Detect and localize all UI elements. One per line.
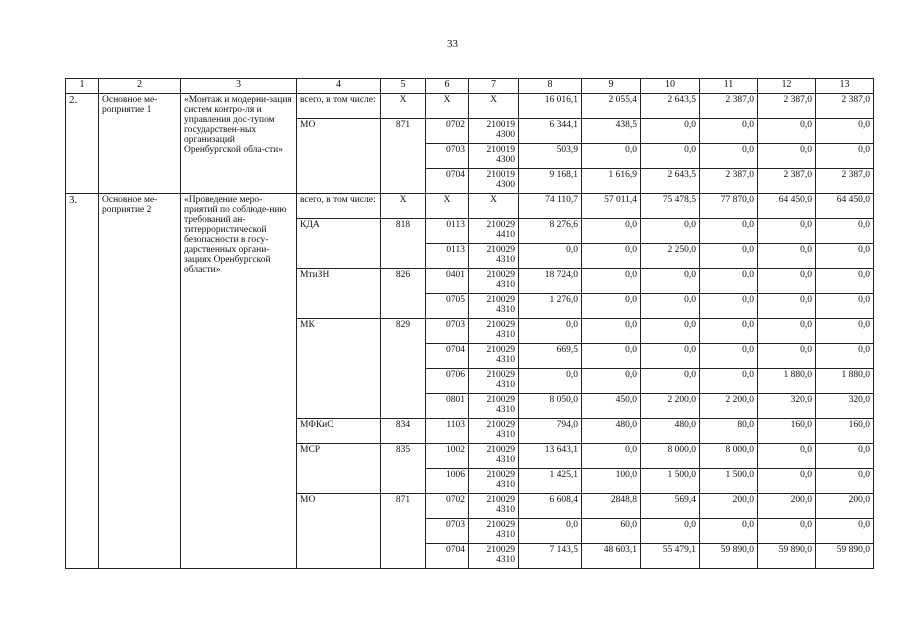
amount-cell: 0,0 [700,244,758,269]
amount-cell: 59 890,0 [758,544,816,569]
amount-cell: 2 387,0 [758,169,816,194]
amount-cell: 0,0 [641,369,700,394]
organization-name: МСР [297,444,381,494]
amount-cell: 2 200,0 [641,394,700,419]
amount-cell: 2 387,0 [700,169,758,194]
amount-cell: 80,0 [700,419,758,444]
amount-cell: 13 643,1 [519,444,582,469]
amount-cell: 0,0 [758,469,816,494]
amount-cell: 2848,8 [582,494,641,519]
section-code: 0703 [426,519,469,544]
amount-cell: 1 500,0 [641,469,700,494]
col-header: 12 [758,79,816,94]
target-article-code: 210029 4310 [469,519,519,544]
amount-cell: 0,0 [641,269,700,294]
amount-cell: 0,0 [816,519,874,544]
col-header: 10 [641,79,700,94]
row-index: 3. [66,194,99,569]
amount-cell: 569,4 [641,494,700,519]
amount-cell: 0,0 [519,319,582,344]
section-code: 1103 [426,419,469,444]
amount-cell: 100,0 [582,469,641,494]
amount-cell: 0,0 [816,444,874,469]
table-row [66,194,874,219]
section-code: 0702 [426,119,469,144]
amount-cell: 480,0 [641,419,700,444]
organization-name: МтиЗН [297,269,381,319]
amount-cell: 0,0 [816,294,874,319]
section-code: 0704 [426,544,469,569]
amount-cell: 9 168,1 [519,169,582,194]
amount-cell: 48 603,1 [582,544,641,569]
target-article-code: 210029 4310 [469,394,519,419]
amount-cell: 0,0 [582,319,641,344]
amount-cell: 57 011,4 [582,194,641,219]
amount-cell: 438,5 [582,119,641,144]
target-article-code: 210029 4310 [469,244,519,269]
organization-name: МФКиС [297,419,381,444]
amount-cell: 0,0 [519,519,582,544]
grbs-code: 871 [381,494,426,569]
col-header: 13 [816,79,874,94]
amount-cell: 0,0 [758,294,816,319]
amount-cell: 77 870,0 [700,194,758,219]
amount-cell: 0,0 [700,269,758,294]
amount-cell: 669,5 [519,344,582,369]
organization-name: КДА [297,219,381,269]
amount-cell: 0,0 [582,244,641,269]
amount-cell: 6 608,4 [519,494,582,519]
section-code: 0703 [426,319,469,344]
amount-cell: 1 500,0 [700,469,758,494]
amount-cell: 0,0 [582,144,641,169]
amount-cell: 0,0 [816,344,874,369]
amount-cell: 0,0 [641,319,700,344]
amount-cell: 794,0 [519,419,582,444]
target-article-code: 210029 4310 [469,269,519,294]
amount-cell: 0,0 [582,344,641,369]
section-code: 0703 [426,144,469,169]
amount-cell: 8 050,0 [519,394,582,419]
organization-name: МК [297,319,381,419]
amount-cell: 0,0 [700,519,758,544]
amount-cell: 18 724,0 [519,269,582,294]
col-header: 7 [469,79,519,94]
organization-name: МО [297,119,381,194]
amount-cell: 0,0 [700,294,758,319]
amount-cell: 2 387,0 [816,169,874,194]
section-code: 0704 [426,344,469,369]
amount-cell: 0,0 [758,344,816,369]
total-label: всего, в том числе: [297,94,381,119]
row-index: 2. [66,94,99,194]
grbs-code: 818 [381,219,426,269]
amount-cell: 0,0 [758,519,816,544]
amount-cell: 480,0 [582,419,641,444]
amount-cell: 75 478,5 [641,194,700,219]
amount-cell: 1 276,0 [519,294,582,319]
amount-cell: 8 276,6 [519,219,582,244]
section-code: 1002 [426,444,469,469]
amount-cell: 0,0 [641,344,700,369]
section-code: 0706 [426,369,469,394]
grbs-code: 835 [381,444,426,494]
amount-cell: 503,9 [519,144,582,169]
amount-cell: 0,0 [641,519,700,544]
amount-cell: 0,0 [582,444,641,469]
amount-cell: 0,0 [641,119,700,144]
section-code: 0801 [426,394,469,419]
amount-cell: 59 890,0 [700,544,758,569]
amount-cell: 64 450,0 [816,194,874,219]
amount-cell: 0,0 [700,369,758,394]
amount-cell: 160,0 [758,419,816,444]
table-row [66,94,874,119]
amount-cell: 0,0 [816,219,874,244]
target-article-code: 210029 4310 [469,369,519,394]
target-article-code: Х [469,194,519,219]
amount-cell: 0,0 [816,244,874,269]
amount-cell: 200,0 [758,494,816,519]
amount-cell: 1 880,0 [758,369,816,394]
target-article-code: 210029 4310 [469,544,519,569]
amount-cell: 0,0 [519,369,582,394]
section-code: 1006 [426,469,469,494]
amount-cell: 7 143,5 [519,544,582,569]
col-header: 9 [582,79,641,94]
amount-cell: 8 000,0 [641,444,700,469]
amount-cell: 0,0 [582,269,641,294]
grbs-code: 826 [381,269,426,319]
target-article-code: 210029 4310 [469,494,519,519]
amount-cell: 55 479,1 [641,544,700,569]
amount-cell: 0,0 [816,269,874,294]
section-code: 0113 [426,244,469,269]
amount-cell: 0,0 [816,319,874,344]
section-code: 0704 [426,169,469,194]
amount-cell: 450,0 [582,394,641,419]
event-title: «Проведение меро-приятий по соблюде-нию требований ан-титеррористической безопасности в госу-дарственных органи-зациях Оренбургской области» [181,194,297,569]
amount-cell: 0,0 [758,444,816,469]
amount-cell: 2 643,5 [641,169,700,194]
amount-cell: 320,0 [758,394,816,419]
target-article-code: 210029 4310 [469,419,519,444]
target-article-code: 210029 4310 [469,469,519,494]
col-header: 6 [426,79,469,94]
target-article-code: 210029 4310 [469,444,519,469]
amount-cell: 2 200,0 [700,394,758,419]
amount-cell: 0,0 [700,119,758,144]
amount-cell: 64 450,0 [758,194,816,219]
amount-cell: 2 387,0 [816,94,874,119]
amount-cell: 0,0 [816,469,874,494]
grbs-code: 871 [381,119,426,194]
amount-cell: 0,0 [758,269,816,294]
amount-cell: 2 055,4 [582,94,641,119]
amount-cell: 0,0 [641,144,700,169]
amount-cell: 1 616,9 [582,169,641,194]
section-code: 0705 [426,294,469,319]
total-label: всего, в том числе: [297,194,381,219]
amount-cell: 0,0 [700,319,758,344]
amount-cell: 0,0 [758,119,816,144]
amount-cell: 0,0 [758,244,816,269]
amount-cell: 0,0 [641,219,700,244]
col-header: 2 [99,79,181,94]
grbs-code: 834 [381,419,426,444]
amount-cell: 1 425,1 [519,469,582,494]
event-title: «Монтаж и модерни-зация систем контро-ля и управления дос-тупом государствен-ных организаций Оренбургской обла-сти» [181,94,297,194]
grbs-code: 829 [381,319,426,419]
amount-cell: 200,0 [700,494,758,519]
amount-cell: 1 880,0 [816,369,874,394]
amount-cell: 8 000,0 [700,444,758,469]
event-type: Основное ме-роприятие 1 [99,94,181,194]
amount-cell: 0,0 [758,144,816,169]
col-header: 4 [297,79,381,94]
amount-cell: 74 110,7 [519,194,582,219]
section-code: 0401 [426,269,469,294]
amount-cell: 0,0 [758,219,816,244]
table-body [66,94,874,569]
col-header: 5 [381,79,426,94]
col-header: 3 [181,79,297,94]
organization-name: МО [297,494,381,569]
amount-cell: 2 250,0 [641,244,700,269]
grbs-code: Х [381,194,426,219]
section-code: Х [426,94,469,119]
amount-cell: 0,0 [758,319,816,344]
amount-cell: 0,0 [700,344,758,369]
budget-table [65,78,874,569]
amount-cell: 2 387,0 [758,94,816,119]
target-article-code: Х [469,94,519,119]
amount-cell: 320,0 [816,394,874,419]
section-code: 0702 [426,494,469,519]
amount-cell: 0,0 [582,219,641,244]
target-article-code: 210019 4300 [469,169,519,194]
amount-cell: 0,0 [700,144,758,169]
amount-cell: 60,0 [582,519,641,544]
amount-cell: 0,0 [582,369,641,394]
amount-cell: 160,0 [816,419,874,444]
amount-cell: 0,0 [641,294,700,319]
grbs-code: Х [381,94,426,119]
col-header: 8 [519,79,582,94]
page-number: 33 [447,38,458,50]
section-code: Х [426,194,469,219]
col-header: 1 [66,79,99,94]
amount-cell: 0,0 [519,244,582,269]
amount-cell: 0,0 [816,144,874,169]
amount-cell: 0,0 [700,219,758,244]
target-article-code: 210029 4310 [469,344,519,369]
target-article-code: 210029 4310 [469,319,519,344]
col-header: 11 [700,79,758,94]
event-type: Основное ме-роприятие 2 [99,194,181,569]
amount-cell: 200,0 [816,494,874,519]
amount-cell: 16 016,1 [519,94,582,119]
amount-cell: 0,0 [582,294,641,319]
section-code: 0113 [426,219,469,244]
target-article-code: 210029 4310 [469,294,519,319]
amount-cell: 2 643,5 [641,94,700,119]
amount-cell: 6 344,1 [519,119,582,144]
target-article-code: 210019 4300 [469,119,519,144]
target-article-code: 210019 4300 [469,144,519,169]
target-article-code: 210029 4410 [469,219,519,244]
amount-cell: 59 890,0 [816,544,874,569]
amount-cell: 2 387,0 [700,94,758,119]
amount-cell: 0,0 [816,119,874,144]
header-row [66,79,874,94]
